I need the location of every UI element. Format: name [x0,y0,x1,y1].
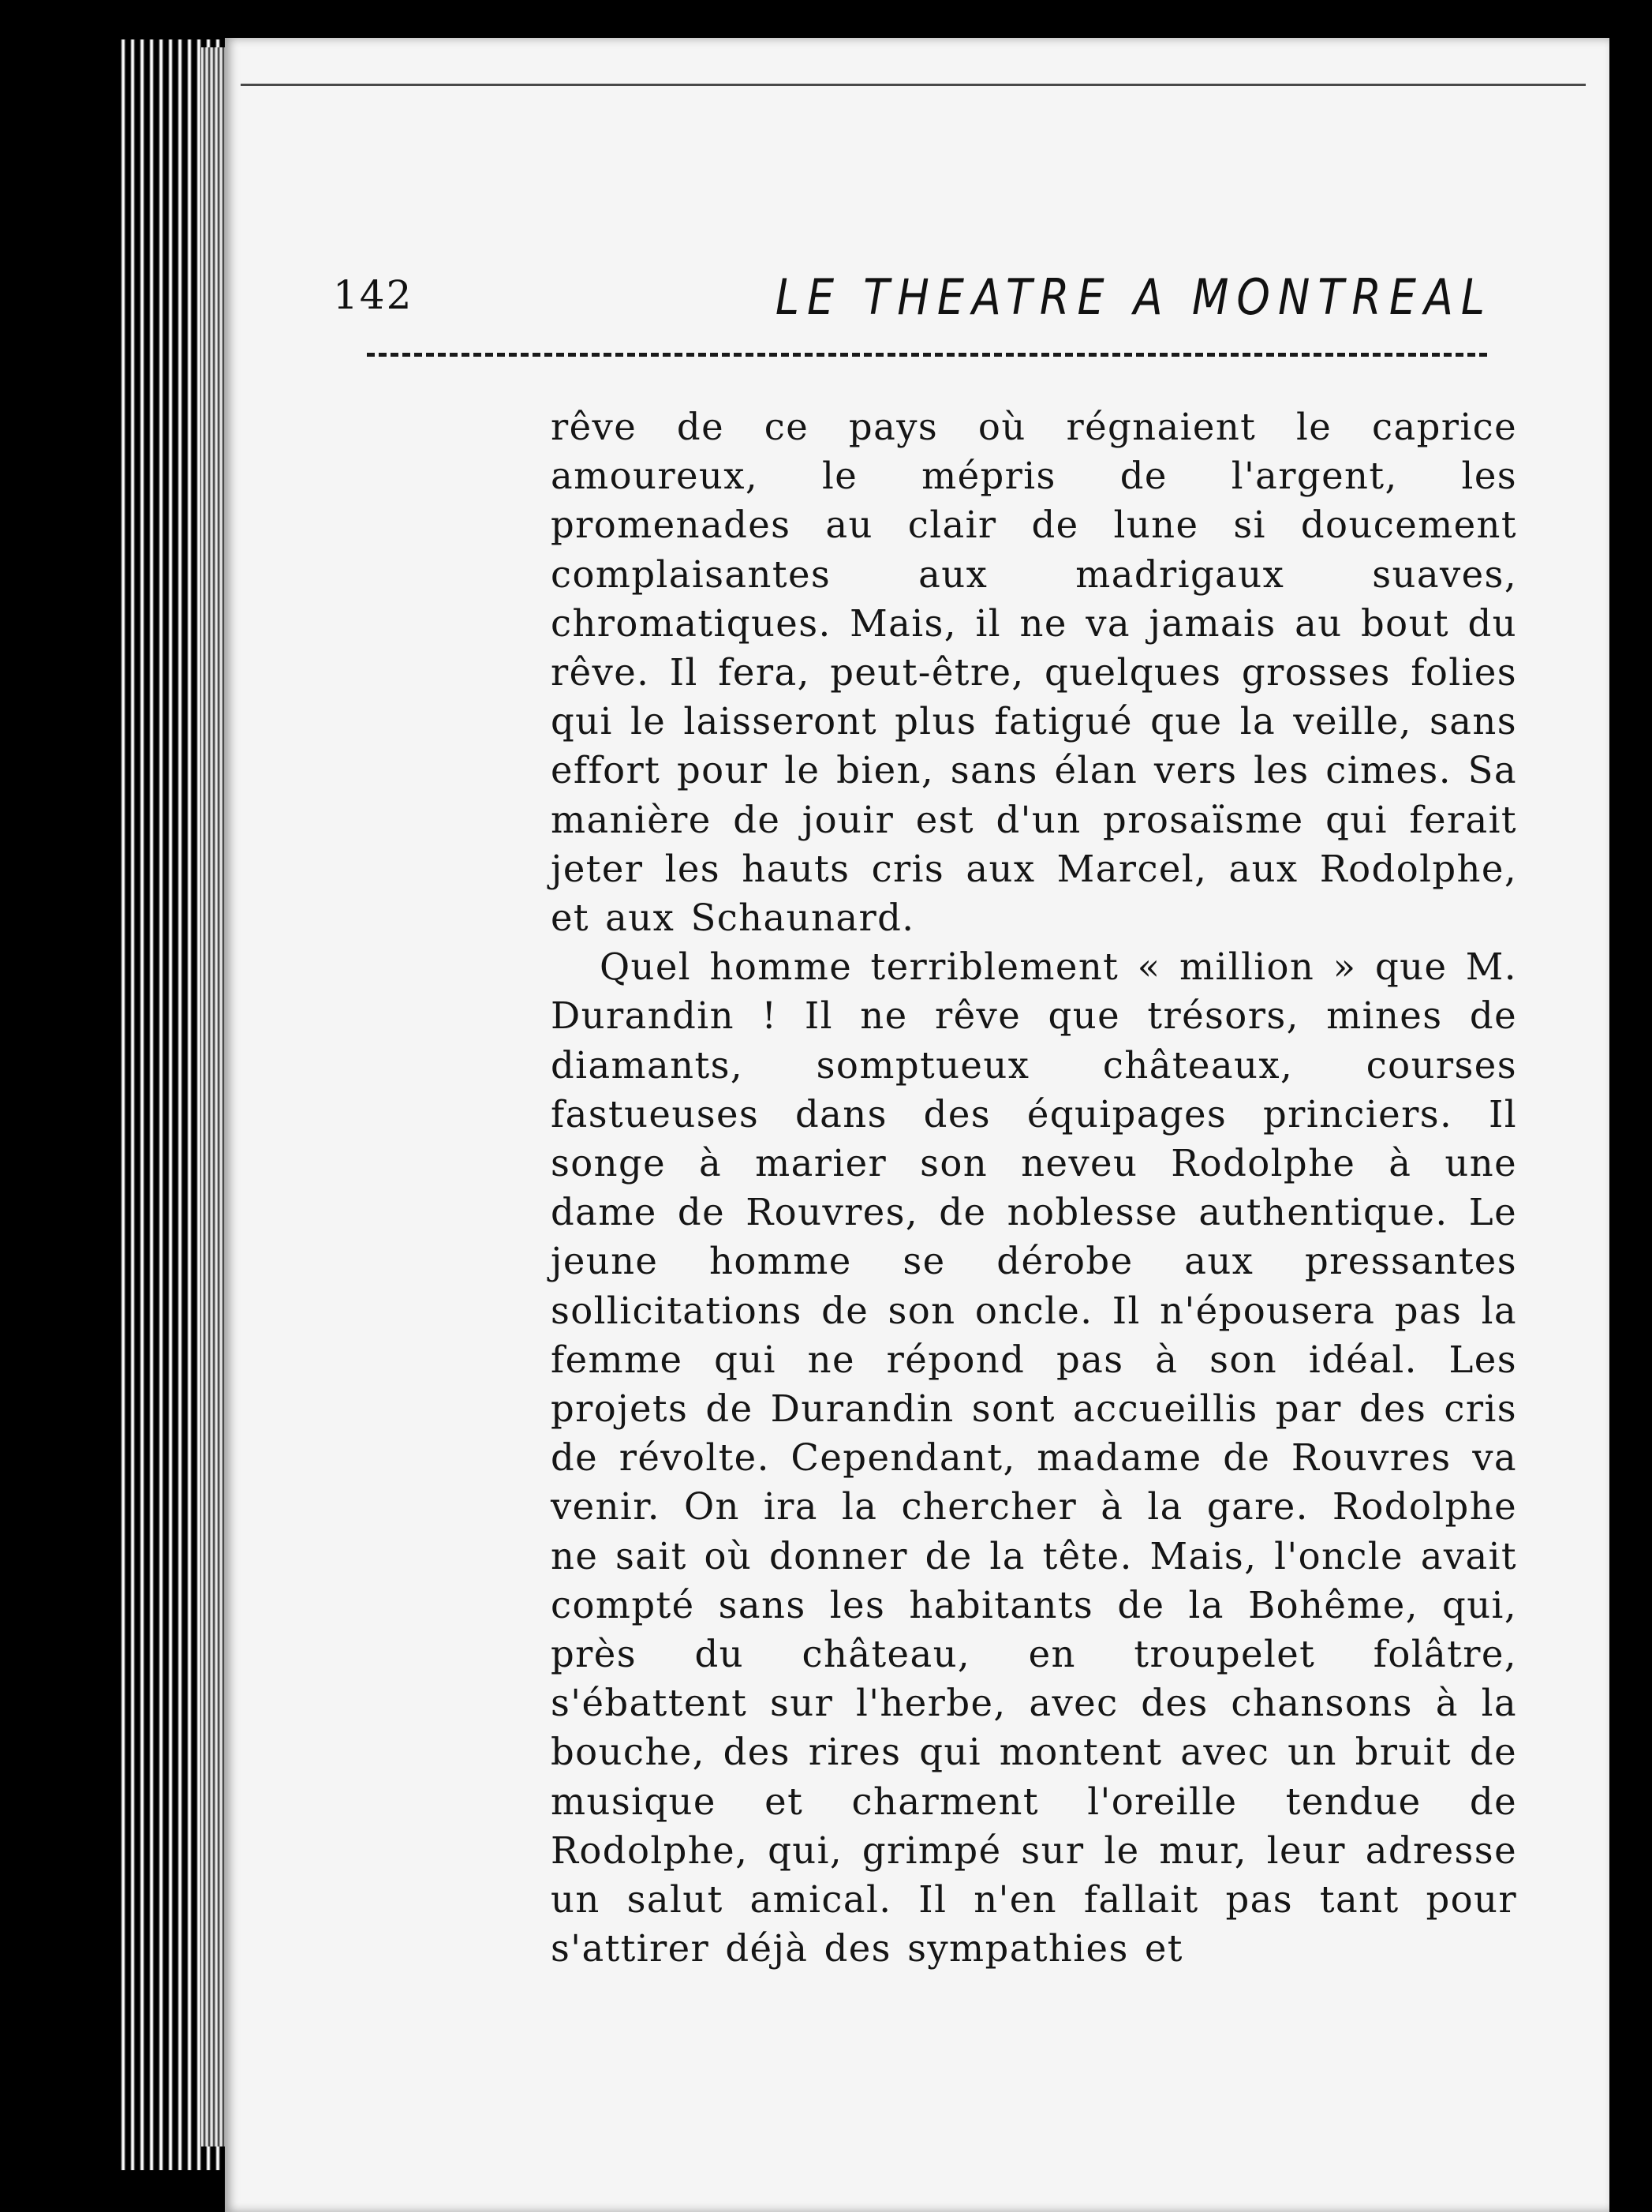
paragraph-continued: rêve de ce pays où régnaient le caprice amoureux, le mépris de l'argent, les promenades au clair de lune si doucement complaisantes aux madrigaux suaves, chromatiques. Mais, il ne va jamais au bout du rêve. Il fera, peut-être, quelques grosses folies qui le laisseront plus fatigué que la veille, sans effort pour le bien, sans élan vers les cimes. Sa manière de jouir est d'un prosaïsme qui ferait jeter les hauts cris aux Marcel, aux Rodolphe, et aux Schaunard. [551,406,1517,940]
running-head [333,268,1493,335]
book-page-edges-inner [201,47,225,2147]
page-number: 142 [333,272,413,318]
body-text [551,402,1517,1974]
paragraph: Quel homme terriblement « million » que M. Durandin ! Il ne rêve que trésors, mines de diamants, somptueux châteaux, courses fastueuses dans des équipages princiers. Il songe à marier son neveu Rodolphe à une dame de Rouvres, de noblesse authentique. Le jeune homme se dérobe aux pressantes sollicitations de son oncle. Il n'épousera pas la femme qui ne répond pas à son idéal. Les projets de Durandin sont accueillis par des cris de révolte. Cependant, madame de Rouvres va venir. On ira la chercher à la gare. Rodolphe ne sait où donner de la tête. Mais, l'oncle avait compté sans les habitants de la Bohême, qui, près du château, en troupelet folâtre, s'ébattent sur l'herbe, avec des chansons à la bouche, des rires qui montent avec un bruit de musique et charment l'oreille tendue de Rodolphe, qui, grimpé sur le mur, leur adresse un salut amical. Il n'en fallait pas tant pour s'attirer déjà des sympathies et [551,945,1517,1971]
header-rule [367,353,1487,357]
running-title: LE THEATRE A MONTREAL [775,268,1493,326]
page-top-edge [241,84,1586,86]
